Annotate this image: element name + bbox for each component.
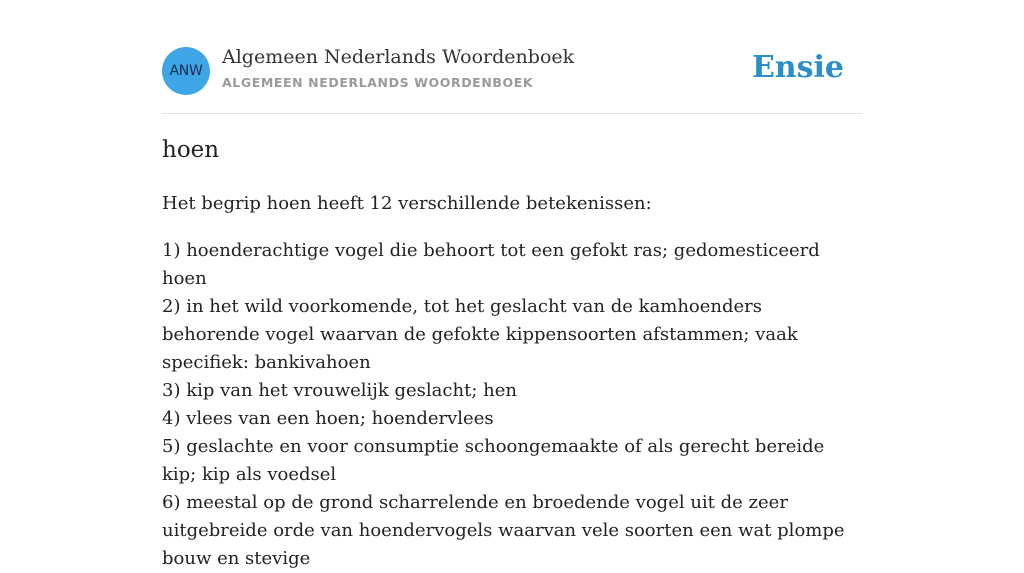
sense-item: 2) in het wild voorkomende, tot het geslacht van de kamhoenders behorende vogel waarvan de gefokte kippensoorten afstammen; vaak specifiek: bankivahoen (162, 296, 798, 373)
sense-item: 4) vlees van een hoen; hoendervlees (162, 408, 494, 429)
sense-item: 5) geslachte en voor consumptie schoongemaakte of als gerecht bereide kip; kip als voedsel (162, 436, 825, 485)
page (162, 0, 862, 569)
logo-text: ANW (169, 63, 203, 79)
dictionary-title[interactable]: Algemeen Nederlands Woordenboek (222, 46, 575, 68)
header (162, 0, 862, 114)
ensie-brand-link[interactable]: Ensie (751, 50, 844, 85)
anw-logo[interactable] (162, 47, 210, 95)
headword: hoen (162, 137, 220, 163)
intro-text: Het begrip hoen heeft 12 verschillende betekenissen: (162, 193, 652, 214)
sense-list (162, 237, 862, 573)
sense-item: 3) kip van het vrouwelijk geslacht; hen (162, 380, 517, 401)
sense-item: 1) hoenderachtige vogel die behoort tot een gefokt ras; gedomesticeerd hoen (162, 240, 820, 289)
dictionary-subtitle: ALGEMEEN NEDERLANDS WOORDENBOEK (222, 75, 534, 90)
sense-item: 6) meestal op de grond scharrelende en broedende vogel uit de zeer uitgebreide orde van hoendervogels waarvan vele soorten een wat plompe bouw en stevige (162, 492, 845, 569)
